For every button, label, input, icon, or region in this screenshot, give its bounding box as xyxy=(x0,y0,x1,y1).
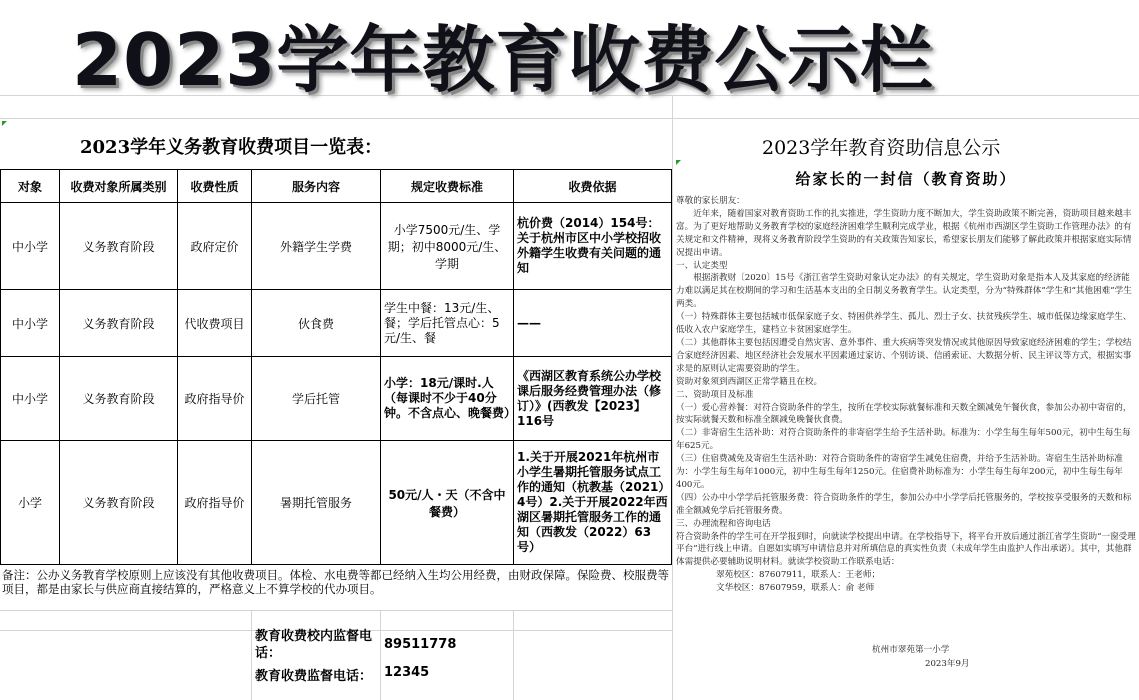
letter-title: 给家长的一封信（教育资助） xyxy=(795,170,1017,188)
table-row xyxy=(1,290,672,357)
table-cell: 义务教育阶段 xyxy=(60,357,178,441)
letter-paragraph: （一）爱心营养餐：对符合资助条件的学生，按所在学校实际就餐标准和天数全额减免午餐伙食，参加公办初中寄宿的，按实际就餐天数和标准全额减免晚餐伙食费。 xyxy=(676,402,1132,426)
banner-title: 2023学年教育收费公示栏 xyxy=(72,18,934,102)
letter-paragraph: 翠苑校区：87607911，联系人：王老师； xyxy=(716,570,881,581)
supervision-phone-value: 12345 xyxy=(384,665,430,680)
banner xyxy=(0,0,1139,102)
header-cell: 收费对象所属类别 xyxy=(60,170,178,203)
table-row xyxy=(1,203,672,290)
letter-body xyxy=(676,195,1136,595)
grid-line xyxy=(251,610,252,700)
grid-line xyxy=(0,118,1139,119)
letter-paragraph: 资助对象须到西湖区正常学籍且在校。 xyxy=(676,376,823,387)
letter-paragraph: 三、办理流程和咨询电话 xyxy=(676,518,771,529)
table-cell: 学生中餐：13元/生、餐；学后托管点心：5元/生、餐 xyxy=(381,290,514,357)
letter-paragraph: 近年来，随着国家对教育资助工作的扎实推进，学生资助力度不断加大，学生资助政策不断完善，资助项目越来越丰富。为了更好地帮助义务教育学校的家庭经济困难学生顺利完成学业，根据《杭州市西湖区学生资助工作管理办法》的有关规定和文件精神，现将义务教育阶段学生资助的有关政策告知家长，希望家长朋友们能够了解此政策并根据家庭实际情况提出申请。 xyxy=(676,208,1132,258)
fees-table-title: 2023学年义务教育收费项目一览表： xyxy=(80,137,383,158)
letter-paragraph: （二）非寄宿生生活补助：对符合资助条件的非寄宿学生给予生活补助。标准为：小学生每生每年500元，初中生每生每年625元。 xyxy=(676,428,1131,452)
grid-line xyxy=(0,610,672,611)
grid-line xyxy=(672,95,673,700)
letter-paragraph: （四）公办中小学学后托管服务费：符合资助条件的学生，参加公办中小学学后托管服务的，学校按享受服务的天数和标准全额减免学后托管服务费。 xyxy=(676,492,1132,516)
letter-paragraph: （二）其他群体主要包括因遭受自然灾害、意外事件、重大疾病等突发情况或其他原因导致家庭经济困难的学生；学校结合家庭经济因素、地区经济社会发展水平因素通过家访、个别访谈、信函索证、大数据分析、民主评议等方式，根据实事求是的原则认定需要资助的学生。 xyxy=(676,337,1132,374)
signature-school: 杭州市翠苑第一小学 xyxy=(872,645,950,655)
table-row xyxy=(1,357,672,441)
table-cell: 外籍学生学费 xyxy=(252,203,381,290)
table-row xyxy=(1,441,672,565)
table-cell: 杭价费（2014）154号：关于杭州市区中小学校招收外籍学生收费有关问题的通知 xyxy=(514,203,672,290)
table-cell: 50元/人・天（不含中餐费） xyxy=(381,441,514,565)
table-cell: 小学7500元/生、学期；初中8000元/生、学期 xyxy=(381,203,514,290)
grid-line xyxy=(380,610,381,700)
table-cell: 中小学 xyxy=(1,203,60,290)
supervision-phone-label: 教育收费监督电话： xyxy=(255,669,373,684)
table-cell: 政府指导价 xyxy=(178,441,252,565)
table-cell: 政府指导价 xyxy=(178,357,252,441)
table-cell: 1.关于开展2021年杭州市小学生暑期托管服务试点工作的通知（杭教基（2021）4号）2.关于开展2022年西湖区暑期托管服务工作的通知（西教发（2022）63号） xyxy=(514,441,672,565)
table-header-row xyxy=(1,170,672,203)
letter-paragraph: （三）住宿费减免及寄宿生生活补助：对符合资助条件的寄宿学生减免住宿费，并给予生活补助。寄宿生生活补助标准为：小学生每生每年1000元，初中生每生每年1250元。住宿费补助标准为：小学生每生每年200元，初中生每生每年400元。 xyxy=(676,454,1123,490)
letter-paragraph: 根据浙教财〔2020〕15号《浙江省学生资助对象认定办法》的有关规定，学生资助对象是指本人及其家庭的经济能力难以满足其在校期间的学习和生活基本支出的全日制义务教育学生。认定类型，分为“特殊群体”学生和“其他困难”学生两类。 xyxy=(676,273,1132,310)
header-cell: 服务内容 xyxy=(252,170,381,203)
table-cell: 中小学 xyxy=(1,357,60,441)
fees-table xyxy=(0,169,672,565)
school-phone-value: 89511778 xyxy=(384,637,457,652)
aid-letter xyxy=(676,168,1136,688)
table-cell: 《西湖区教育系统公办学校课后服务经费管理办法（修订）》(西教发【2023】116号 xyxy=(514,357,672,441)
fees-note: 备注：公办义务教育学校原则上应该没有其他收费项目。体检、水电费等都已经纳入生均公用经费，由财政保障。保险费、校服费等项目，都是由家长与供应商直接结算的，严格意义上不算学校的代办项目。 xyxy=(2,568,669,596)
grid-line xyxy=(513,610,514,700)
table-cell: 小学 xyxy=(1,441,60,565)
header-cell: 对象 xyxy=(1,170,60,203)
letter-paragraph: 尊敬的家长朋友： xyxy=(676,196,745,206)
letter-paragraph: （一）特殊群体主要包括城市低保家庭子女、特困供养学生、孤儿、烈士子女、扶贫残疾学生、城市低保边缘家庭学生、低收入农户家庭学生，建档立卡贫困家庭学生。 xyxy=(676,312,1132,336)
table-cell: 义务教育阶段 xyxy=(60,290,178,357)
table-cell: 代收费项目 xyxy=(178,290,252,357)
cell-marker xyxy=(2,121,7,126)
signature-date: 2023年9月 xyxy=(925,659,970,669)
table-cell: 学后托管 xyxy=(252,357,381,441)
cell-marker xyxy=(676,160,681,165)
table-cell: 中小学 xyxy=(1,290,60,357)
table-cell: 义务教育阶段 xyxy=(60,441,178,565)
letter-paragraph: 符合资助条件的学生可在开学报到时，向就读学校提出申请。在学校指导下，将平台开放后通过浙江省学生资助“一窗受理平台”进行线上申请。自愿如实填写申请信息并对所填信息的真实性负责（未成年学生由监护人作出承诺）。其中，其他群体需提供必要辅助说明材料。就读学校资助工作联系电话： xyxy=(676,531,1136,568)
table-cell: 暑期托管服务 xyxy=(252,441,381,565)
header-cell: 收费依据 xyxy=(514,170,672,203)
letter-paragraph: 文华校区：87607959，联系人：俞 老师 xyxy=(716,583,875,594)
table-cell: 义务教育阶段 xyxy=(60,203,178,290)
table-cell: 小学：18元/课时.人（每课时不少于40分钟。不含点心、晚餐费） xyxy=(381,357,514,441)
letter-paragraph: 一、认定类型 xyxy=(676,260,728,271)
table-cell: —— xyxy=(514,290,672,357)
table-cell: 伙食费 xyxy=(252,290,381,357)
school-phone-label: 教育收费校内监督电话： xyxy=(255,629,373,661)
header-cell: 规定收费标准 xyxy=(381,170,514,203)
letter-paragraph: 二、资助项目及标准 xyxy=(676,389,754,400)
header-cell: 收费性质 xyxy=(178,170,252,203)
aid-title: 2023学年教育资助信息公示 xyxy=(762,137,1001,159)
table-cell: 政府定价 xyxy=(178,203,252,290)
